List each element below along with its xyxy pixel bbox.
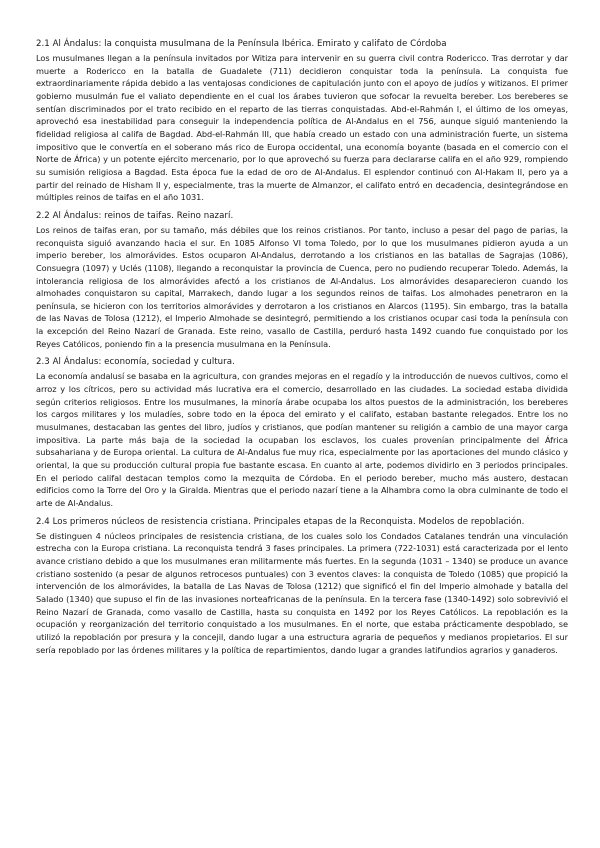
section-body: Se distinguen 4 núcleos principales de resistencia cristiana, de los cuales solo los Condados Catalanes tendrán una vinculación estrecha con la Europa cristiana. La reconquista tendrá 3 fases principales. La primera (722-1031) está caracterizada por el lento avance cristiano debido a que los musulmanes eran militarmente más fuertes. En la segunda (1031 – 1340) se produce un avance cristiano sostenido (a pesar de algunos retrocesos puntuales) con 3 eventos claves: la conquista de Toledo (1085) que propició la intervención de los almorávides, la batalla de Las Navas de Tolosa (1212) que significó el fin del Imperio almohade y batalla del Salado (1340) que supuso el fin de las invasiones norteafricanas de la península. En la tercera fase (1340-1492) solo sobrevivió el Reino Nazarí de Granada, como vasallo de Castilla, hasta su conquista en 1492 por los Reyes Católicos. La repoblación es la ocupación y reorganización del territorio conquistado a los musulmanes. En el norte, que estaba prácticamente despoblado, se utilizó la repoblación por presura y la concejil, dando lugar a una estructura agraria de pequeños y medianos propietarios. El sur sería repoblado por las órdenes militares y la política de repartimientos, dando lugar a grandes latifundios agrarios y ganaderos. [36,530,568,655]
section-heading: 2.1 Al Ándalus: la conquista musulmana de la Península Ibérica. Emirato y califato de Córdoba [36,39,447,49]
section-economia-sociedad-cultura [36,356,568,509]
section-body: Los reinos de taifas eran, por su tamaño, más débiles que los reinos cristianos. Por tanto, incluso a pesar del pago de parias, la reconquista siguió avanzando hacia el sur. En 1085 Alfonso VI toma Toledo, por lo que los musulmanes pidieron ayuda a un imperio bereber, los almorávides. Estos ocuparon Al-Andalus, derrotando a los cristianos en las batallas de Sagrajas (1086), Consuegra (1097) y Uclés (1108), llegando a reconquistar la provincia de Cuenca, pero no pudiendo recuperar Toledo. Además, la intolerancia religiosa de los almorávides afectó a los cristianos de Al-Andalus. Los almorávides desaparecieron cuando los almohades conquistaron su capital, Marrakech, dando lugar a los segundos reinos de taifas. Los almohades penetraron en la península, se hicieron con los territorios almorávides y derrotaron a los cristianos en Alarcos (1195). Sin embargo, tras la batalla de las Navas de Tolosa (1212), el Imperio Almohade se desintegró, permitiendo a los cristianos ocupar casi toda la península con la excepción del Reino Nazarí de Granada. Este reino, vasallo de Castilla, perduró hasta 1492 cuando fue conquistado por los Reyes Católicos, poniendo fin a la presencia musulmana en la Península. [36,224,568,349]
document-page [36,38,568,662]
section-heading: 2.3 Al Ándalus: economía, sociedad y cultura. [36,357,235,368]
section-reinos-taifas [36,210,568,351]
section-body: La economía andalusí se basaba en la agricultura, con grandes mejoras en el regadío y la introducción de nuevos cultivos, como el arroz y los cítricos, pero su actividad más lucrativa era el comercio, desarrollado en las ciudades. La sociedad estaba dividida según criterios religiosos. Entre los musulmanes, la minoría árabe ocupaba los altos puestos de la administración, los bereberes los cargos militares y los muladíes, sobre todo en la época del emirato y el califato, estaban bastante relegados. Entre los no musulmanes, destacaban las gentes del libro, judíos y cristianos, que podían mantener su religión a cambio de una mayor carga impositiva. La parte más baja de la sociedad la ocupaban los esclavos, los cuales provenían principalmente del África subsahariana y de Europa oriental. La cultura de Al-Andalus fue muy rica, especialmente por las aportaciones del mundo clásico y oriental, la que su producción cultural propia fue bastante escasa. En cuanto al arte, podemos dividirlo en 3 periodos principales. En el periodo califal destacan templos como la mezquita de Córdoba. En el periodo bereber, mucho más austero, destacan edificios como la Torre del Oro y la Giralda. Mientras que el periodo nazarí tiene a la Alhambra como la obra culminante de todo el arte de Al-Andalus. [36,371,568,508]
section-body: Los musulmanes llegan a la península invitados por Witiza para intervenir en su guerra civil contra Rodericco. Tras derrotar y dar muerte a Rodericco en la batalla de Guadalete (711) decidieron conquistar toda la península. La conquista fue extraordinariamente rápida debido a las ventajosas condiciones de capitulación junto con el apoyo de judíos y witizanos. El primer gobierno musulmán fue el valiato dependiente en el cual los árabes tuvieron que sofocar la revuelta bereber. Los bereberes se sentían discriminados por el trato recibido en el reparto de las tierras conquistadas. Abd-el-Rahmán I, el último de los omeyas, aprovechó esa inestabilidad para conseguir la independencia política de Al-Andalus en el 756, aunque siguió manteniendo la fidelidad religiosa al califa de Bagdad. Abd-el-Rahmán III, que había creado un estado con una administración fuerte, un sistema impositivo que le convertía en el soberano más rico de Europa occidental, una economía boyante (basada en el comercio con el Norte de África) y un potente ejército mercenario, por lo que aprovechó su fuerza para declararse califa en el año 929, rompiendo su sumisión religiosa a Bagdad. Esta época fue la edad de oro de Al-Andalus. El esplendor continuó con Al-Hakam II, pero ya a partir del reinado de Hisham II y, especialmente, tras la muerte de Almanzor, el califato entró en decadencia, desintegrándose en múltiples reinos de taifas en el año 1031. [36,53,568,203]
section-resistencia-cristiana [36,516,568,657]
section-al-andalus-conquista [36,38,568,204]
section-heading: 2.4 Los primeros núcleos de resistencia cristiana. Principales etapas de la Reconquista. Modelos de repoblación. [36,516,525,527]
section-heading: 2.2 Al Ándalus: reinos de taifas. Reino nazarí. [36,210,234,221]
